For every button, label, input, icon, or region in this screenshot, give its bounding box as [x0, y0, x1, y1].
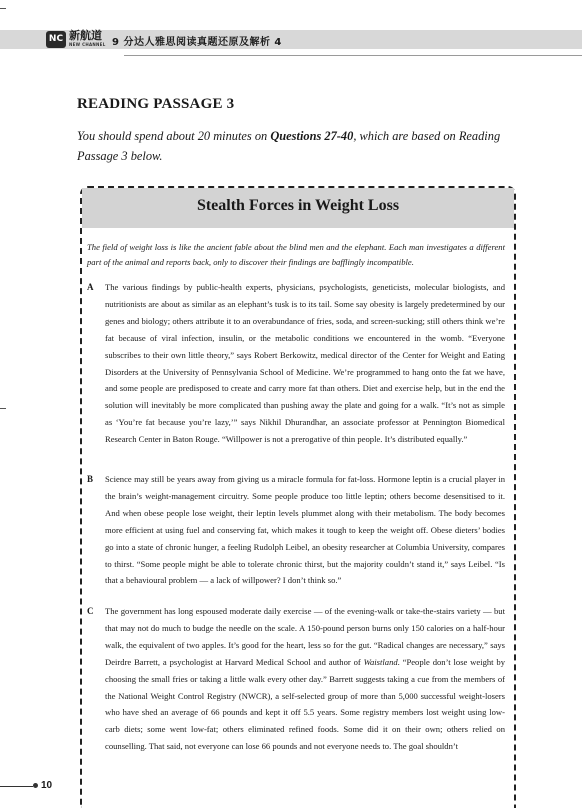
question-range: Questions 27-40 [270, 129, 354, 143]
publisher-logo-icon: NC [46, 31, 66, 48]
paragraph-text: Science may still be years away from giving us a miracle formula for fat-loss. Hormone leptin is a crucial player in the brain’s weight-management circuitry. Some people produce too little leptin; others become desensitised to it. And when obese people lose weight, their leptin levels plummet along with their metabolism. The body becomes more efficient at using fuel and conserving fat, which makes it tough to keep the weight off. Obese dieters’ bodies go into a state of chronic hunger, a feeling Rudolph Leibel, an obesity researcher at Columbia University, compares to thirst. “Some people might be able to tolerate chronic thirst, but the majority couldn’t stand it,” says Leibel. “Is that a behavioural problem — a lack of willpower? I don’t think so.” [105, 474, 505, 586]
crop-mark [0, 8, 6, 9]
publisher-brand: 新航道 [69, 29, 102, 42]
paragraph-letter: A [87, 282, 94, 292]
paragraph-a [87, 279, 505, 448]
paragraph-text: The government has long espoused moderate daily exercise — of the evening-walk or take-the-stairs variety — but that may not do much to budge the needle on the scale. A 150-pound person burns only 150 calories on a half-hour walk, the equivalent of two apples. It’s good for the heart, less so for the gut. “Radical changes are necessary,” says Deirdre Barrett, a psychologist at Harvard Medical School and author of Waistland. “People don’t lose weight by choosing the small fries or taking a little walk every other day.” Barrett suggests taking a cue from the members of the National Weight Control Registry (NWCR), a self-selected group of more than 5,000 successful weight-losers who have shed an average of 66 pounds and kept it off 5.5 years. Some registry members lost weight using low-carb diets; some went low-fat; others eliminated refined foods. Some did it on their own; others relied on counselling. That said, not everyone can lose 66 pounds and not everyone needs to. The goal shouldn’t [105, 606, 506, 752]
page-number: 10 [41, 780, 53, 791]
footer-dot [33, 783, 38, 788]
header-rule [124, 55, 582, 56]
passage-lead: The field of weight loss is like the ancient fable about the blind men and the elephant. Each man investigates a different part of the animal and reports back, only to discover their findings are bafflingly incompatible. [87, 242, 505, 267]
section-instruction: You should spend about 20 minutes on Questions 27-40, which are based on Reading Passage 3 below. [77, 129, 501, 163]
publisher-brand-sub: NEW CHANNEL [69, 42, 106, 47]
section-title: READING PASSAGE 3 [77, 96, 235, 112]
crop-mark [0, 408, 6, 409]
paragraph-c [87, 603, 505, 755]
book-title-italic: Waistland [363, 656, 398, 667]
passage-title: Stealth Forces in Weight Loss [196, 197, 400, 214]
paragraph-b [87, 471, 505, 589]
book-title: 9 分达人雅思阅读真题还原及解析 4 [112, 37, 282, 48]
footer-rule [0, 786, 33, 787]
paragraph-text: The various findings by public-health experts, physicians, psychologists, geneticists, molecular biologists, and nutritionists are about as similar as an elephant’s tusk is to its tail. Some say obesity is largely predetermined by our genes and biology; others attribute it to an overabundance of fries, soda, and screen-sucking; still others think we’re fat because of viral infection, insulin, or the metabolic conditions we encountered in the womb. “Everyone subscribes to their own little theory,” says Robert Berkowitz, medical director of the Center for Weight and Eating Disorders at the University of Pennsylvania School of Medicine. We’re programmed to hang onto the fat we have, and some people are predisposed to create and carry more fat than others. Diet and exercise help, but in the end the solution will inevitably be more complicated than pushing away the plate and going for a walk. “It’s not as simple as ‘You’re fat because you’re lazy,’” says Nikhil Dhurandhar, an associate professor at Pennington Biomedical Research Center in Baton Rouge. “Willpower is not a prerogative of thin people. It’s distributed equally.” [105, 282, 505, 445]
paragraph-letter: C [87, 606, 94, 616]
paragraph-letter: B [87, 474, 94, 484]
